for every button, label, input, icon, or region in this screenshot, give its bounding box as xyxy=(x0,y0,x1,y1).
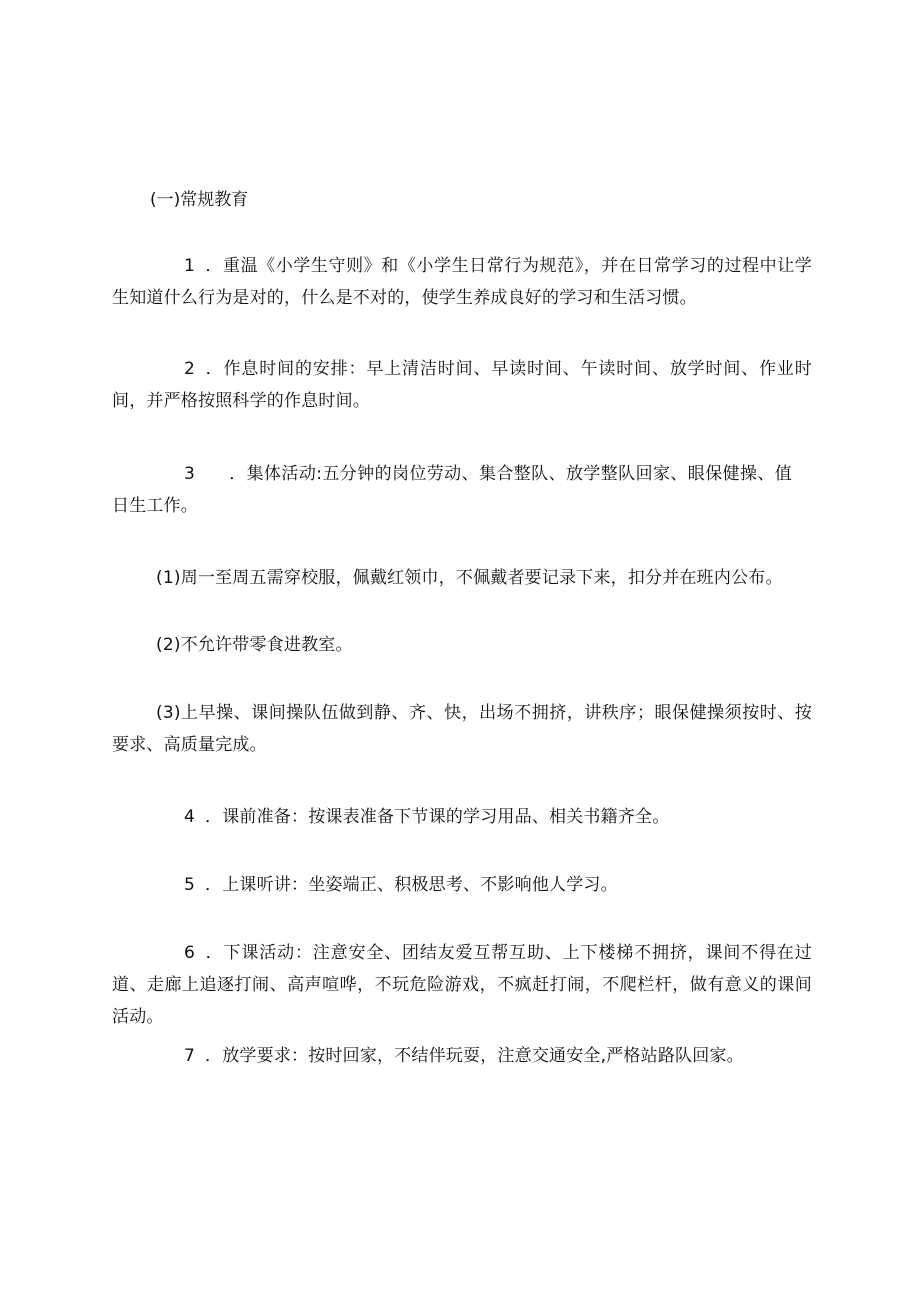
item-text: ．放学要求：按时回家，不结伴玩耍，注意交通安全,严格站路队回家。 xyxy=(205,1046,744,1066)
item-number: 1 xyxy=(184,256,196,276)
item-text: ．重温《小学生守则》和《小学生日常行为规范》，并在日常学习的过程中让学生知道什么行为是对的，什么是不对的，使学生养成良好的学习和生活习惯。 xyxy=(112,256,812,308)
item-number: 4 xyxy=(184,807,196,827)
sub-item-text: 不允许带零食进教室。 xyxy=(180,635,353,655)
list-item-6 xyxy=(112,937,812,1033)
item-number: 2 xyxy=(184,359,196,379)
item-text: ．集体活动:五分钟的岗位劳动、集合整队、放学整队回家、眼保健操、值日生工作。 xyxy=(112,464,792,516)
sub-item-text: 上早操、课间操队伍做到静、齐、快，出场不拥挤，讲秩序；眼保健操须按时、按要求、高质量完成。 xyxy=(112,703,812,755)
list-item-1 xyxy=(112,250,812,314)
item-number: 6 xyxy=(184,943,196,963)
item-number: 7 xyxy=(184,1046,196,1066)
sub-item-label: (2) xyxy=(156,635,181,655)
item-number: 5 xyxy=(184,875,196,895)
list-item-2 xyxy=(112,353,812,417)
sub-item-2 xyxy=(112,629,812,661)
sub-item-text: 周一至周五需穿校服，佩戴红领巾，不佩戴者要记录下来，扣分并在班内公布。 xyxy=(180,568,783,588)
item-text: ．上课听讲：坐姿端正、积极思考、不影响他人学习。 xyxy=(205,875,618,895)
item-number: 3 xyxy=(184,464,196,484)
section-title: (一)常规教育 xyxy=(150,190,249,210)
list-item-7 xyxy=(112,1040,812,1072)
item-text: ．下课活动：注意安全、团结友爱互帮互助、上下楼梯不拥挤，课间不得在过道、走廊上追逐打闹、高声喧哗，不玩危险游戏，不疯赶打闹，不爬栏杆，做有意义的课间活动。 xyxy=(112,943,812,1027)
sub-item-1 xyxy=(112,562,812,594)
sub-item-label: (3) xyxy=(156,703,181,723)
list-item-4 xyxy=(112,801,812,833)
sub-item-3 xyxy=(112,697,812,761)
list-item-3 xyxy=(112,458,792,522)
sub-item-label: (1) xyxy=(156,568,181,588)
item-text: ．作息时间的安排：早上清洁时间、早读时间、午读时间、放学时间、作业时间，并严格按照科学的作息时间。 xyxy=(112,359,812,411)
item-text: ．课前准备：按课表准备下节课的学习用品、相关书籍齐全。 xyxy=(205,807,670,827)
list-item-5 xyxy=(112,869,812,901)
